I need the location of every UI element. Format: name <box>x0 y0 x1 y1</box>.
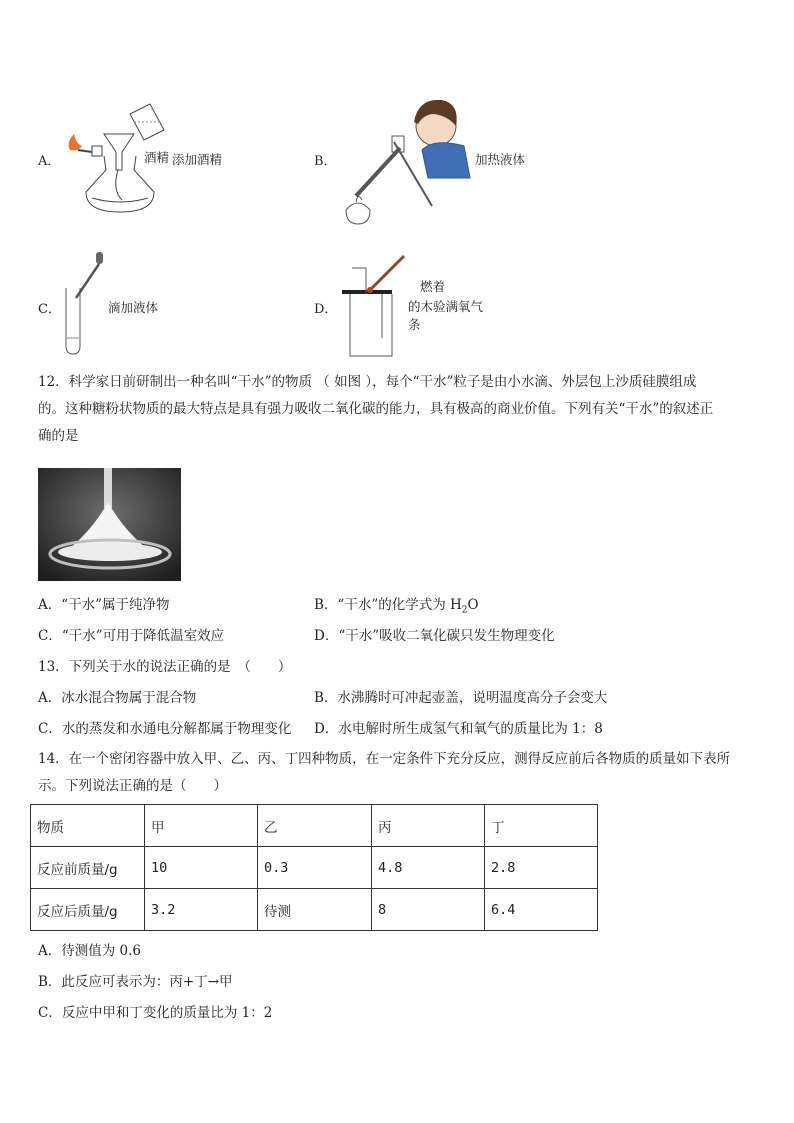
table-cell: 丙 <box>372 805 485 847</box>
table-row <box>31 847 598 889</box>
stem-line: 确的是 <box>38 428 79 444</box>
table-row <box>31 889 598 931</box>
option-letter: C． <box>38 302 61 317</box>
gas-jar-oxygen-test-figure <box>338 252 418 360</box>
figure-caption: 滴加液体 <box>108 300 159 315</box>
figure-caption: 加热液体 <box>475 152 526 167</box>
figure-caption: 条 <box>408 317 421 332</box>
table-cell: 反应前质量/g <box>31 847 145 889</box>
subscript: 2 <box>461 605 468 616</box>
table-cell: 待测 <box>258 889 372 931</box>
stem-line: 14．在一个密闭容器中放入甲、乙、丙、丁四种物质，在一定条件下充分反应，测得反应前后各物质的质量如下表所 <box>38 751 731 767</box>
table-cell: 3.2 <box>145 889 258 931</box>
option-b: B．水沸腾时可冲起壶盖，说明温度高分子会变大 <box>314 690 608 706</box>
stem-line: 示。下列说法正确的是（ ） <box>38 778 227 794</box>
option-c: C．水的蒸发和水通电分解都属于物理变化 <box>38 721 292 737</box>
table-cell: 4.8 <box>372 847 485 889</box>
table-cell: 8 <box>372 889 485 931</box>
option-b <box>314 593 479 616</box>
question-13-stem: 13．下列关于水的说法正确的是 （ ） <box>38 659 292 675</box>
heating-liquid-figure <box>338 92 473 232</box>
dropping-liquid-figure <box>60 250 110 358</box>
option-b-tail: O <box>467 597 479 613</box>
question-12-stem <box>38 369 760 450</box>
table-cell: 丁 <box>485 805 598 847</box>
stem-line: 的。这种糖粉状物质的最大特点是具有强力吸收二氧化碳的能力，具有极高的商业价值。下列有关“干水”的叙述正 <box>38 401 714 417</box>
option-a: A．“干水”属于纯净物 <box>38 597 170 613</box>
figure-caption: 酒精 <box>144 150 170 165</box>
table-cell: 物质 <box>31 805 145 847</box>
table-cell: 反应后质量/g <box>31 889 145 931</box>
table-cell: 6.4 <box>485 889 598 931</box>
option-a: A．冰水混合物属于混合物 <box>38 690 197 706</box>
figure-caption: 燃着 <box>420 279 446 294</box>
option-b-text: B．“干水”的化学式为 H <box>314 597 462 613</box>
figure-caption: 添加酒精 <box>172 152 223 167</box>
question-14-stem <box>38 746 760 800</box>
mass-table <box>30 804 598 931</box>
table-cell: 乙 <box>258 805 372 847</box>
option-a: A．待测值为 0.6 <box>38 943 142 959</box>
option-d: D．“干水”吸收二氧化碳只发生物理变化 <box>314 628 555 644</box>
option-letter: A． <box>38 154 61 169</box>
option-d: D．水电解时所生成氢气和氧气的质量比为 1：8 <box>314 721 603 737</box>
option-c: C．反应中甲和丁变化的质量比为 1：2 <box>38 1005 273 1021</box>
table-header-row <box>31 805 598 847</box>
option-b: B．此反应可表示为：丙+丁→甲 <box>38 974 233 990</box>
option-letter: B． <box>314 154 337 169</box>
stem-line: 12．科学家日前研制出一种名叫“干水”的物质 （ 如图 ），每个“干水”粒子是由小水滴、外层包上沙质硅膜组成 <box>38 374 697 390</box>
option-c: C．“干水”可用于降低温室效应 <box>38 628 225 644</box>
table-cell: 10 <box>145 847 258 889</box>
option-letter: D． <box>314 302 338 317</box>
table-cell: 2.8 <box>485 847 598 889</box>
table-cell: 甲 <box>145 805 258 847</box>
dry-water-photo <box>38 468 181 581</box>
figure-caption: 的木验满氧气 <box>408 299 484 314</box>
table-cell: 0.3 <box>258 847 372 889</box>
